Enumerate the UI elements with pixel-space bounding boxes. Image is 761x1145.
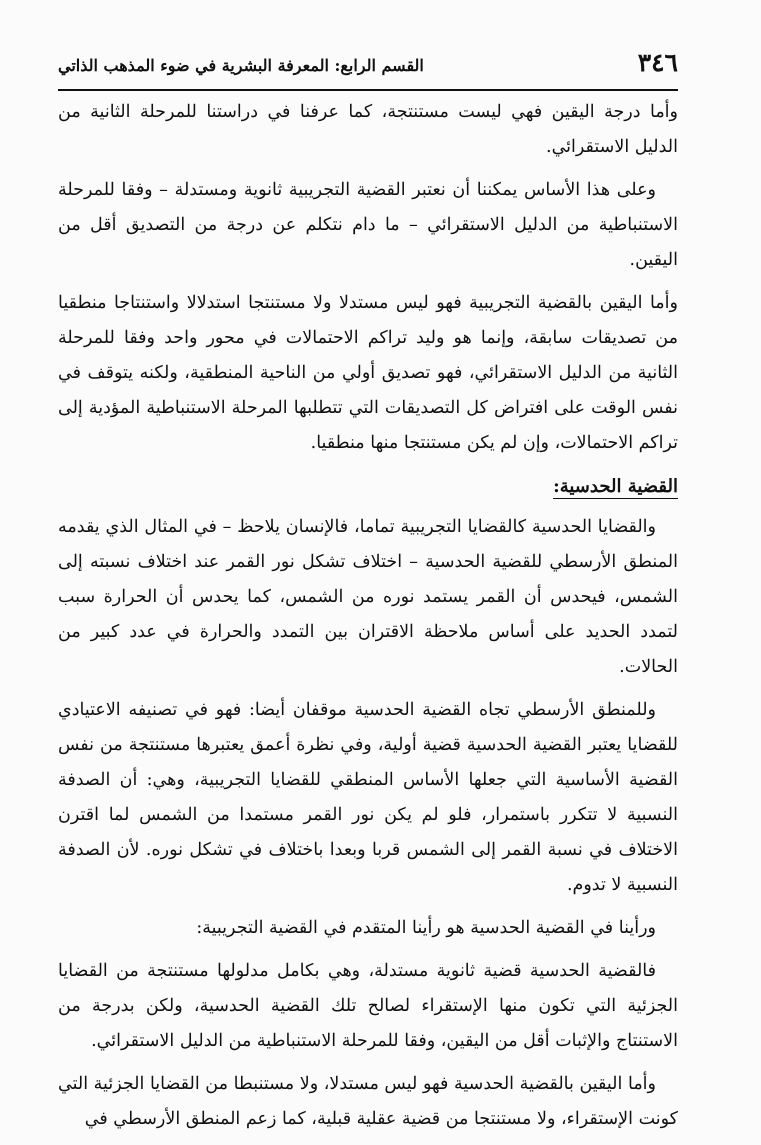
section-heading: القضية الحدسية: <box>553 476 678 497</box>
page-number: ٣٤٦ <box>637 48 678 77</box>
paragraph-4: والقضايا الحدسية كالقضايا التجريبية تماما، فالإنسان يلاحظ – في المثال الذي يقدمه المنطق الأرسطي للقضية الحدسية – اختلاف تشكل نور القمر عند اختلاف نسبته إلى الشمس، فيحدس أن القمر يستمد نوره من الشمس، كما يحدس أن الحرارة سبب لتمدد الحديد على أساس ملاحظة الاقتران بين التمدد والحرارة في عدد كبير من الحالات. <box>58 517 678 677</box>
paragraph-6: ورأينا في القضية الحدسية هو رأينا المتقدم في القضية التجريبية: <box>196 918 656 938</box>
paragraph-8: وأما اليقين بالقضية الحدسية فهو ليس مستدلا، ولا مستنبطا من القضايا الجزئية التي كونت الإستقراء، ولا مستنتجا من قضية عقلية قبلية، كما زعم المنطق الأرسطي في <box>58 1074 678 1129</box>
page-body <box>58 95 678 1145</box>
paragraph-7: فالقضية الحدسية قضية ثانوية مستدلة، وهي بكامل مدلولها مستنتجة من القضايا الجزئية التي تكون منها الإستقراء لصالح تلك القضية الحدسية، ولكن بدرجة من الاستنتاج والإثبات أقل من اليقين، وفقا للمرحلة الاستنباطية من الدليل الاستقرائي. <box>58 961 678 1051</box>
paragraph-5: وللمنطق الأرسطي تجاه القضية الحدسية موقفان أيضا: فهو في تصنيفه الاعتيادي للقضايا يعتبر القضية الحدسية قضية أولية، وفي نظرة أعمق يعتبرها مستنتجة من نفس القضية الأساسية التي جعلها الأساس المنطقي للقضايا التجريبية، وهي: أن الصدفة النسبية لا تتكرر باستمرار، فلو لم يكن نور القمر مستمدا من الشمس لما اقترن الاختلاف في نسبة القمر إلى الشمس قربا وبعدا باختلاف في تشكل نوره. لأن الصدفة النسبية لا تدوم. <box>58 700 678 895</box>
page-header <box>58 42 678 82</box>
header-divider <box>58 89 678 91</box>
running-title: القسم الرابع: المعرفة البشرية في ضوء المذهب الذاتي <box>58 56 424 75</box>
paragraph-1: وأما درجة اليقين فهي ليست مستنتجة، كما عرفنا في دراستنا للمرحلة الثانية من الدليل الاستقرائي. <box>58 102 678 157</box>
paragraph-2: وعلى هذا الأساس يمكننا أن نعتبر القضية التجريبية ثانوية ومستدلة – وفقا للمرحلة الاستنباطية من الدليل الاستقرائي – ما دام نتكلم عن درجة من التصديق أقل من اليقين. <box>58 180 678 270</box>
paragraph-3: وأما اليقين بالقضية التجريبية فهو ليس مستدلا ولا مستنتجا استدلالا واستنتاجا منطقيا من تصديقات سابقة، وإنما هو وليد تراكم الاحتمالات في محور واحد وفقا للمرحلة الثانية من الدليل الاستقرائي، فهو تصديق أولي من الناحية المنطقية، ولكنه يتوقف في نفس الوقت على افتراض كل التصديقات التي تتطلبها المرحلة الاستنباطية المؤدية إلى تراكم الاحتمالات، وإن لم يكن مستنتجا منها منطقيا. <box>58 293 678 453</box>
